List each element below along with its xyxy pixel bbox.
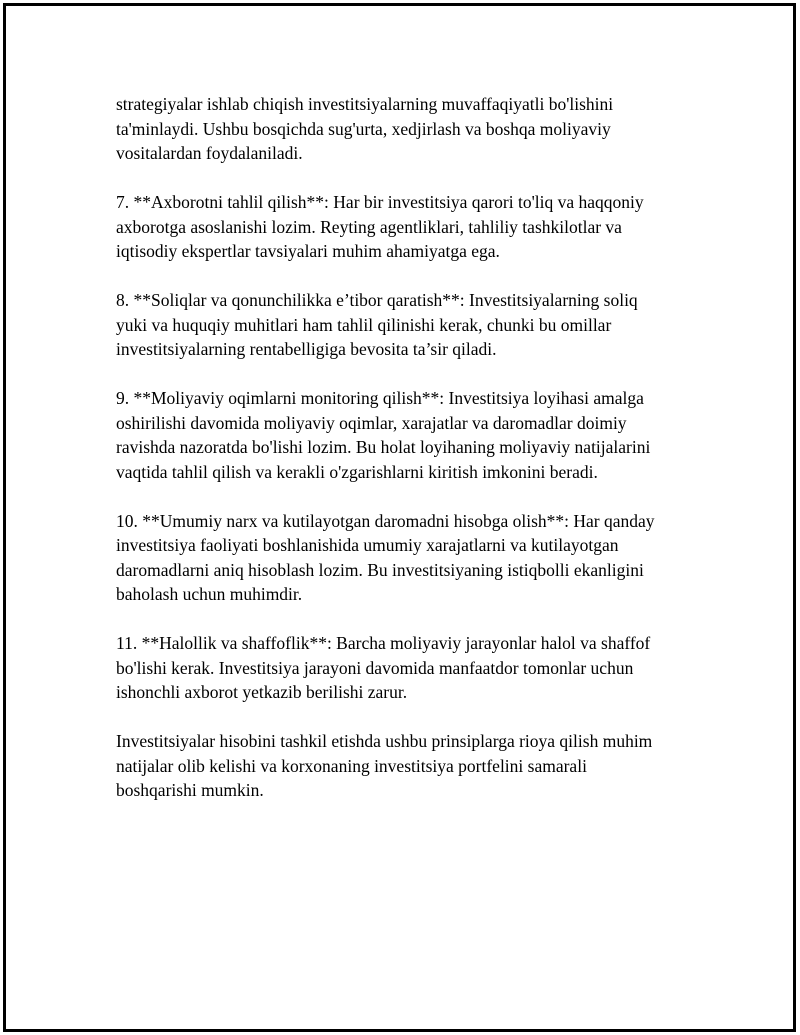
text-line: boshqarishi mumkin. bbox=[116, 780, 264, 800]
paragraph-item-8 bbox=[116, 288, 696, 362]
text-line: 7. **Axborotni tahlil qilish**: Har bir investitsiya qarori to'liq va haqqoniy bbox=[116, 192, 644, 212]
text-line: 8. **Soliqlar va qonunchilikka e’tibor qaratish**: Investitsiyalarning soliq bbox=[116, 290, 638, 310]
document-body bbox=[116, 92, 696, 827]
text-line: bo'lishi kerak. Investitsiya jarayoni davomida manfaatdor tomonlar uchun bbox=[116, 657, 634, 678]
text-line: Investitsiyalar hisobini tashkil etishda ushbu prinsiplarga rioya qilish muhim bbox=[116, 731, 653, 751]
text-line: strategiyalar ishlab chiqish investitsiyalarning muvaffaqiyatli bo'lishini bbox=[116, 94, 614, 114]
paragraph-conclusion bbox=[116, 729, 696, 803]
text-line: investitsiya faoliyati boshlanishida umumiy xarajatlarni va kutilayotgan bbox=[116, 535, 619, 555]
paragraph-item-10 bbox=[116, 509, 696, 607]
text-line: vaqtida tahlil qilish va kerakli o'zgarishlarni kiritish imkonini beradi. bbox=[116, 461, 598, 482]
text-line: ishonchli axborot yetkazib berilishi zarur. bbox=[116, 682, 408, 702]
text-line: daromadlarni aniq hisoblash lozim. Bu investitsiyaning istiqbolli ekanligini bbox=[116, 559, 644, 580]
text-line: 10. **Umumiy narx va kutilayotgan daromadni hisobga olish**: Har qanday bbox=[116, 510, 655, 531]
text-line: 9. **Moliyaviy oqimlarni monitoring qilish**: Investitsiya loyihasi amalga bbox=[116, 388, 644, 408]
text-line: iqtisodiy ekspertlar tavsiyalari muhim ahamiyatga ega. bbox=[116, 241, 500, 261]
text-line: vositalardan foydalaniladi. bbox=[116, 143, 303, 163]
text-line: ravishda nazoratda bo'lishi lozim. Bu holat loyihaning moliyaviy natijalarini bbox=[116, 437, 651, 457]
paragraph-item-11 bbox=[116, 631, 696, 705]
paragraph-item-9 bbox=[116, 386, 696, 484]
text-line: baholash uchun muhimdir. bbox=[116, 584, 303, 604]
text-line: axborotga asoslanishi lozim. Reyting agentliklari, tahliliy tashkilotlar va bbox=[116, 216, 622, 237]
paragraph-intro bbox=[116, 92, 696, 166]
paragraph-item-7 bbox=[116, 190, 696, 264]
text-line: oshirilishi davomida moliyaviy oqimlar, xarajatlar va daromadlar doimiy bbox=[116, 412, 627, 433]
text-line: investitsiyalarning rentabelligiga bevosita ta’sir qiladi. bbox=[116, 339, 497, 359]
text-line: ta'minlaydi. Ushbu bosqichda sug'urta, xedjirlash va boshqa moliyaviy bbox=[116, 118, 611, 139]
text-line: yuki va huquqiy muhitlari ham tahlil qilinishi kerak, chunki bu omillar bbox=[116, 314, 612, 335]
text-line: natijalar olib kelishi va korxonaning investitsiya portfelini samarali bbox=[116, 755, 587, 776]
text-line: 11. **Halollik va shaffoflik**: Barcha moliyaviy jarayonlar halol va shaffof bbox=[116, 633, 651, 653]
